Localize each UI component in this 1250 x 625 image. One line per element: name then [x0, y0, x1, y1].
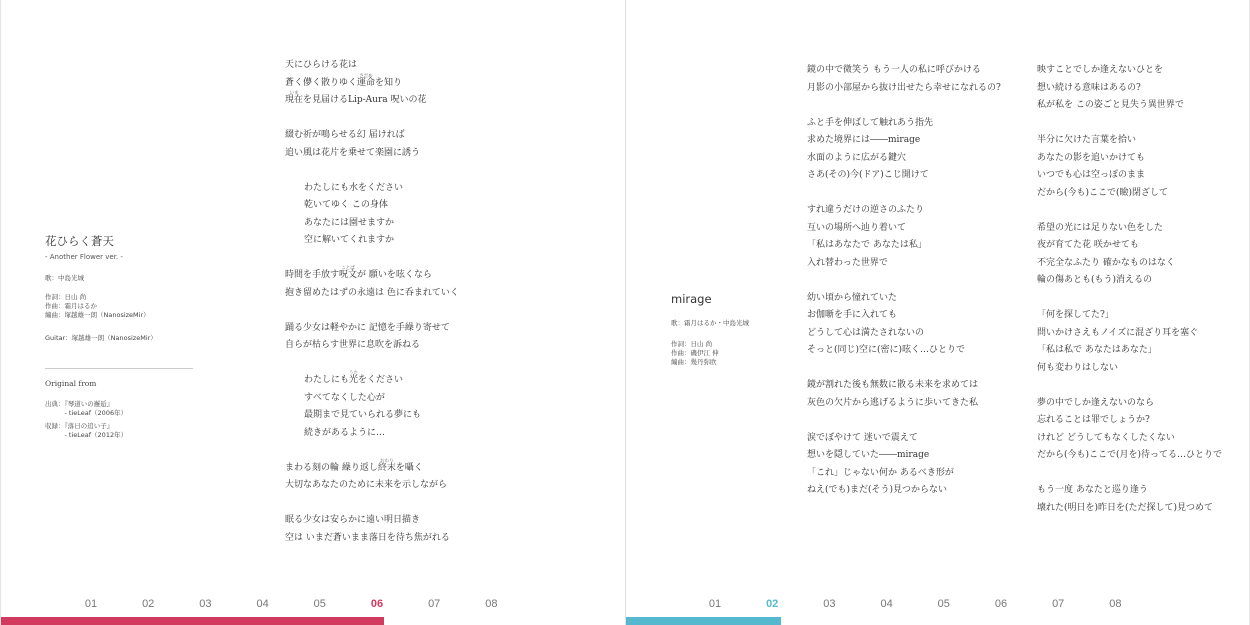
lyric-line: 現在 いま を見届けるLip-Aura 呪いの花: [285, 92, 459, 110]
credit-arrange: 編曲：幾丹弥欧: [671, 358, 717, 366]
track-number-07[interactable]: 07: [428, 598, 441, 610]
credit-music: 作曲：霜月はるか: [45, 302, 97, 310]
lyric-line: ねえ(でも)まだ(そう)見つからない: [807, 485, 948, 495]
lyric-line: 忘れることは罪でしょうか?: [1037, 415, 1150, 425]
lyric-line: 眠る少女は安らかに遠い明日描き: [285, 515, 421, 525]
track-number-03[interactable]: 03: [199, 598, 212, 610]
track-number-08[interactable]: 08: [1109, 598, 1122, 610]
lyric-line: 夢の中でしか逢えないのなら: [1037, 397, 1155, 408]
lyric-line: あなたの影を追いかけても: [1037, 152, 1146, 163]
lyric-line: そっと(同じ)空に(密に)呟く…ひとりで: [807, 345, 966, 355]
lyric-line: 何も変わりはしない: [1037, 362, 1119, 373]
lyrics-right-col1: [807, 62, 1001, 500]
lyric-line: 月影の小部屋から抜け出せたら幸せになれるの?: [807, 82, 1001, 93]
lyrics-left: [285, 57, 459, 547]
lyric-line: 抱き留めたはずの永遠は 色に呑まれていく: [285, 287, 459, 298]
track-nav-right: [626, 598, 1250, 612]
track-number-08[interactable]: 08: [485, 598, 498, 610]
lyric-line: 鏡の中で微笑う もう一人の私に呼びかける: [807, 65, 981, 75]
ruby-text: ことば: [341, 266, 355, 271]
lyric-line: だから(今も)ここで(月を)待ってる…ひとりで: [1037, 450, 1223, 460]
lyric-line: 涙でぼやけて 迷いで震えて: [807, 432, 918, 443]
lyric-line: 問いかけさえもノイズに混ざり耳を塞ぐ: [1037, 327, 1199, 338]
track-nav-left: [1, 598, 626, 612]
track-number-01[interactable]: 01: [708, 598, 722, 610]
lyric-line: 乾いてゆく この身体: [304, 200, 388, 210]
lyric-line: 入れ替わった世界で: [807, 257, 888, 268]
lyric-line: だから(今も)ここで(瞼)閉ざして: [1037, 187, 1169, 198]
track-number-04[interactable]: 04: [880, 598, 893, 610]
lyric-line: わたしにも水をください: [304, 182, 404, 193]
lyric-line: 私が私を この姿ごと見失う異世界で: [1037, 100, 1184, 110]
lyric-line: 追い風は花片を乗せて楽園に誘う: [285, 147, 421, 158]
lyric-line: 続きがあるように…: [304, 427, 386, 438]
ruby-text: いま: [289, 91, 299, 96]
lyric-line: ふと手を伸ばして触れあう指先: [807, 117, 934, 128]
right-page: [626, 0, 1250, 625]
track-number-01[interactable]: 01: [84, 598, 98, 610]
ruby-word: 終末 おわり: [378, 460, 396, 478]
lyric-line: 輪の傷あとも(もう)消えるの: [1037, 275, 1153, 285]
lyric-line: 不完全なふたり 確かなものはなく: [1037, 257, 1175, 268]
credit-vocal: 歌：中島光城: [45, 274, 84, 282]
lyric-line: 半分に欠けた言葉を拾い: [1037, 135, 1137, 145]
track-number-05[interactable]: 05: [313, 598, 326, 610]
track-number-04[interactable]: 04: [256, 598, 269, 610]
credit-lyrics: 作詞：日山 尚: [45, 293, 87, 301]
lyric-line: 空は いまだ蒼いまま落日を待ち焦がれる: [285, 532, 450, 543]
lyric-line: 蒼く儚く散りゆく運命 さだめ を知り: [285, 75, 459, 93]
lyric-line: 空に解いてくれますか: [304, 235, 395, 245]
credit-guitar: Guitar：塚越雄一朗（NanosizeMir）: [45, 334, 157, 342]
lyric-line: 「これ」じゃない何か あるべき形が: [807, 467, 954, 478]
lyric-line: 壊れた(明日を)昨日を(ただ探して)見つめて: [1037, 502, 1214, 513]
lyric-line: すべてなくした心が: [304, 392, 385, 403]
lyric-line: あなたには園せますか: [304, 217, 395, 228]
credit-vocal: 歌：霜月はるか・中島光城: [671, 319, 749, 327]
track-number-02[interactable]: 02: [766, 598, 779, 610]
song-subtitle: - Another Flower ver. -: [45, 253, 123, 261]
credit-arrange: 編曲：塚越雄一朗（NanosizeMir）: [45, 311, 150, 319]
lyric-line: まわる刻の輪 繰り返し終末 おわり を囁く: [285, 460, 459, 478]
lyric-line: もう一度 あなたと巡り逢う: [1037, 485, 1148, 495]
credit-lyrics: 作詞：日山 尚: [671, 340, 713, 348]
lyric-line: 「何を探してた?」: [1037, 310, 1114, 320]
track-number-02[interactable]: 02: [142, 598, 155, 610]
lyric-line: 映すことでしか逢えないひとを: [1037, 65, 1164, 75]
song-info-panel: [45, 233, 195, 440]
lyric-line: 自らが枯らす世界に息吹を訴ねる: [285, 340, 421, 350]
lyric-line: 想い続ける意味はあるの?: [1037, 82, 1141, 93]
ruby-text: うた: [349, 371, 359, 376]
lyric-line: 灰色の欠片から逃げるように歩いてきた私: [807, 397, 979, 408]
track-number-05[interactable]: 05: [937, 598, 950, 610]
ruby-text: さだめ: [359, 73, 373, 79]
lyric-line: 時間を手放す呪文 ことば が 願いを呟くなら: [285, 267, 459, 285]
lyric-line: どうして心は満たされないの: [807, 327, 925, 338]
song-title: 花ひらく蒼天: [45, 234, 114, 248]
lyric-line: わたしにも光 うた をください: [285, 372, 459, 390]
lyric-line: けれど どうしてもなくしたくない: [1037, 432, 1175, 443]
lyric-line: 幼い頃から憧れていた: [807, 292, 898, 303]
lyric-line: すれ違うだけの逆さのふたり: [807, 205, 925, 215]
song-info-panel: [671, 292, 811, 367]
lyric-line: 希望の光には足りない色をした: [1037, 222, 1164, 233]
ruby-word: 呪文 ことば: [339, 267, 357, 285]
original-source-2: 収録：『落日の追い子』 - tieLeaf（2012年）: [45, 422, 128, 439]
lyric-line: 求めた境界には――mirage: [807, 135, 921, 145]
track-number-03[interactable]: 03: [823, 598, 836, 610]
lyric-line: 大切なあなたのために未来を示しながら: [285, 480, 448, 490]
lyric-line: 最期まで見ていられる夢にも: [304, 410, 422, 420]
lyric-line: 踊る少女は軽やかに 記憶を手繰り寄せて: [285, 322, 450, 333]
lyric-line: 夜が育てた花 咲かせても: [1037, 240, 1139, 250]
progress-bar-right: [626, 617, 781, 625]
divider: [45, 368, 193, 369]
track-number-06[interactable]: 06: [994, 598, 1008, 610]
lyrics-right-col2: [1037, 62, 1222, 517]
lyric-line: お伽噺を手に入れても: [807, 310, 898, 320]
song-title: mirage: [671, 292, 712, 306]
lyric-line: 「私はあなたで あなたは私」: [807, 240, 927, 250]
track-number-07[interactable]: 07: [1052, 598, 1065, 610]
lyric-line: 想いを隠していた――mirage: [807, 450, 930, 460]
original-heading: Original from: [45, 379, 97, 388]
lyric-line: 綴む祈が鳴らせる幻 届ければ: [285, 130, 405, 140]
ruby-word: 光 うた: [349, 372, 358, 390]
progress-bar-left: [1, 617, 384, 625]
ruby-word: 運命 さだめ: [357, 75, 375, 93]
lyric-line: 鏡が割れた後も無数に散る未来を求めては: [807, 380, 979, 390]
ruby-word: 現在 いま: [285, 92, 303, 110]
ruby-text: おわり: [380, 458, 394, 464]
lyric-line: 水面のように広がる鍵穴: [807, 152, 907, 163]
credit-music: 作曲：磯伊江 伸: [671, 349, 719, 357]
lyric-line: いつでも心は空っぽのまま: [1037, 170, 1146, 180]
lyric-line: 「私は私で あなたはあなた」: [1037, 345, 1157, 355]
lyric-line: 天にひらける花は: [285, 60, 358, 70]
lyric-line: 互いの場所へ辿り着いて: [807, 222, 907, 233]
lyric-line: さあ(その)今(ドア)こじ開けて: [807, 170, 929, 180]
track-number-06[interactable]: 06: [370, 598, 384, 610]
original-source-1: 出典：『琴道いの邂逅』 - tieLeaf（2006年）: [45, 400, 128, 417]
